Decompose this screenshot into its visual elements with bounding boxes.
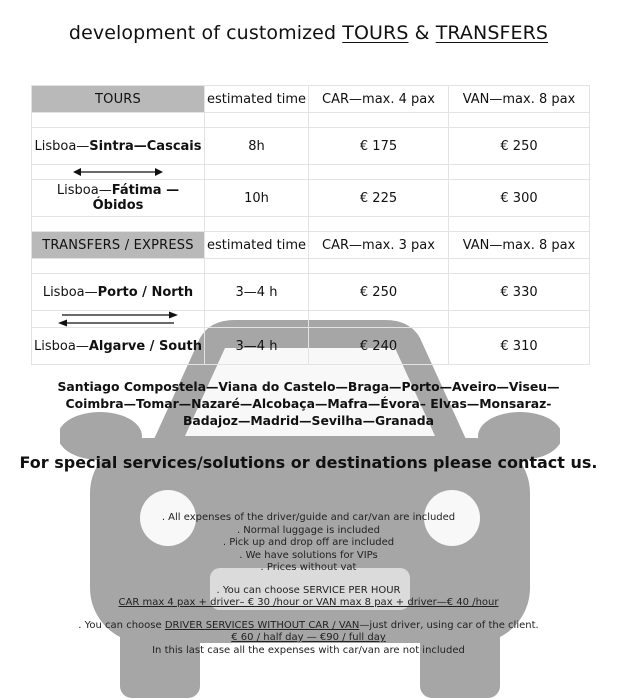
destinations-line: Badajoz—Madrid—Sevilha—Granada xyxy=(182,413,435,428)
note-line: . Prices without vat xyxy=(260,562,357,573)
destinations-list xyxy=(40,378,577,429)
table-row xyxy=(32,128,590,165)
van-price-cell: € 330 xyxy=(449,274,590,311)
note-line: . All expenses of the driver/guide and car/van are included xyxy=(161,512,456,523)
notes-block xyxy=(40,512,577,657)
time-cell: 8h xyxy=(205,128,309,165)
car-price-cell: € 175 xyxy=(309,128,449,165)
driver-prices-line: € 60 / half day — €90 / full day xyxy=(231,632,386,643)
time-cell: 10h xyxy=(205,180,309,217)
tours-header-car: CAR—max. 4 pax xyxy=(309,86,449,113)
page-title: development of customized TOURS & TRANSFERS xyxy=(68,22,549,44)
van-price-cell: € 310 xyxy=(449,328,590,365)
route-cell: Lisboa—Porto / North xyxy=(32,274,205,311)
time-cell: 3—4 h xyxy=(205,274,309,311)
contact-message: For special services/solutions or destinations please contact us. xyxy=(19,453,598,472)
transfers-header-van: VAN—max. 8 pax xyxy=(449,232,590,259)
title-transfers: TRANSFERS xyxy=(435,22,549,44)
note-line: . We have solutions for VIPs xyxy=(239,549,378,561)
price-table xyxy=(31,85,590,365)
car-price-cell: € 240 xyxy=(309,328,449,365)
hour-service-line: . You can choose SERVICE PER HOUR xyxy=(216,584,401,596)
note-line: . Normal luggage is included xyxy=(236,524,381,536)
hour-prices-line: CAR max 4 pax + driver– € 30 /hour or VAN max 8 pax + driver—€ 40 /hour xyxy=(118,597,499,608)
destinations-line: Santiago Compostela—Viana do Castelo—Braga—Porto—Aveiro—Viseu— xyxy=(57,379,560,394)
double-arrow-icon xyxy=(32,165,205,180)
tours-header-time: estimated time xyxy=(205,86,309,113)
transfers-header-label: TRANSFERS / EXPRESS xyxy=(32,232,205,259)
table-row xyxy=(32,180,590,217)
transfers-header-time: estimated time xyxy=(205,232,309,259)
note-line: . Pick up and drop off are included xyxy=(222,537,395,548)
car-price-cell: € 250 xyxy=(309,274,449,311)
route-cell: Lisboa—Fátima —Óbidos xyxy=(32,180,205,217)
driver-service-line: . You can choose DRIVER SERVICES WITHOUT CAR / VAN—just driver, using car of the client. xyxy=(78,619,539,631)
route-cell: Lisboa—Sintra—Cascais xyxy=(32,128,205,165)
tours-header-row xyxy=(32,86,590,113)
driver-footer-line: In this last case all the expenses with car/van are not included xyxy=(152,644,465,656)
van-price-cell: € 250 xyxy=(449,128,590,165)
table-row xyxy=(32,274,590,311)
route-cell: Lisboa—Algarve / South xyxy=(32,328,205,365)
transfers-header-row xyxy=(32,232,590,259)
title-tours: TOURS xyxy=(342,22,409,44)
van-price-cell: € 300 xyxy=(449,180,590,217)
transfer-arrows-icon xyxy=(32,311,205,328)
car-price-cell: € 225 xyxy=(309,180,449,217)
transfers-header-car: CAR—max. 3 pax xyxy=(309,232,449,259)
table-row xyxy=(32,328,590,365)
destinations-line: Coimbra—Tomar—Nazaré—Alcobaça—Mafra—Évora– Elvas—Monsaraz- xyxy=(65,396,552,411)
tours-header-van: VAN—max. 8 pax xyxy=(449,86,590,113)
tours-header-label: TOURS xyxy=(32,86,205,113)
time-cell: 3—4 h xyxy=(205,328,309,365)
